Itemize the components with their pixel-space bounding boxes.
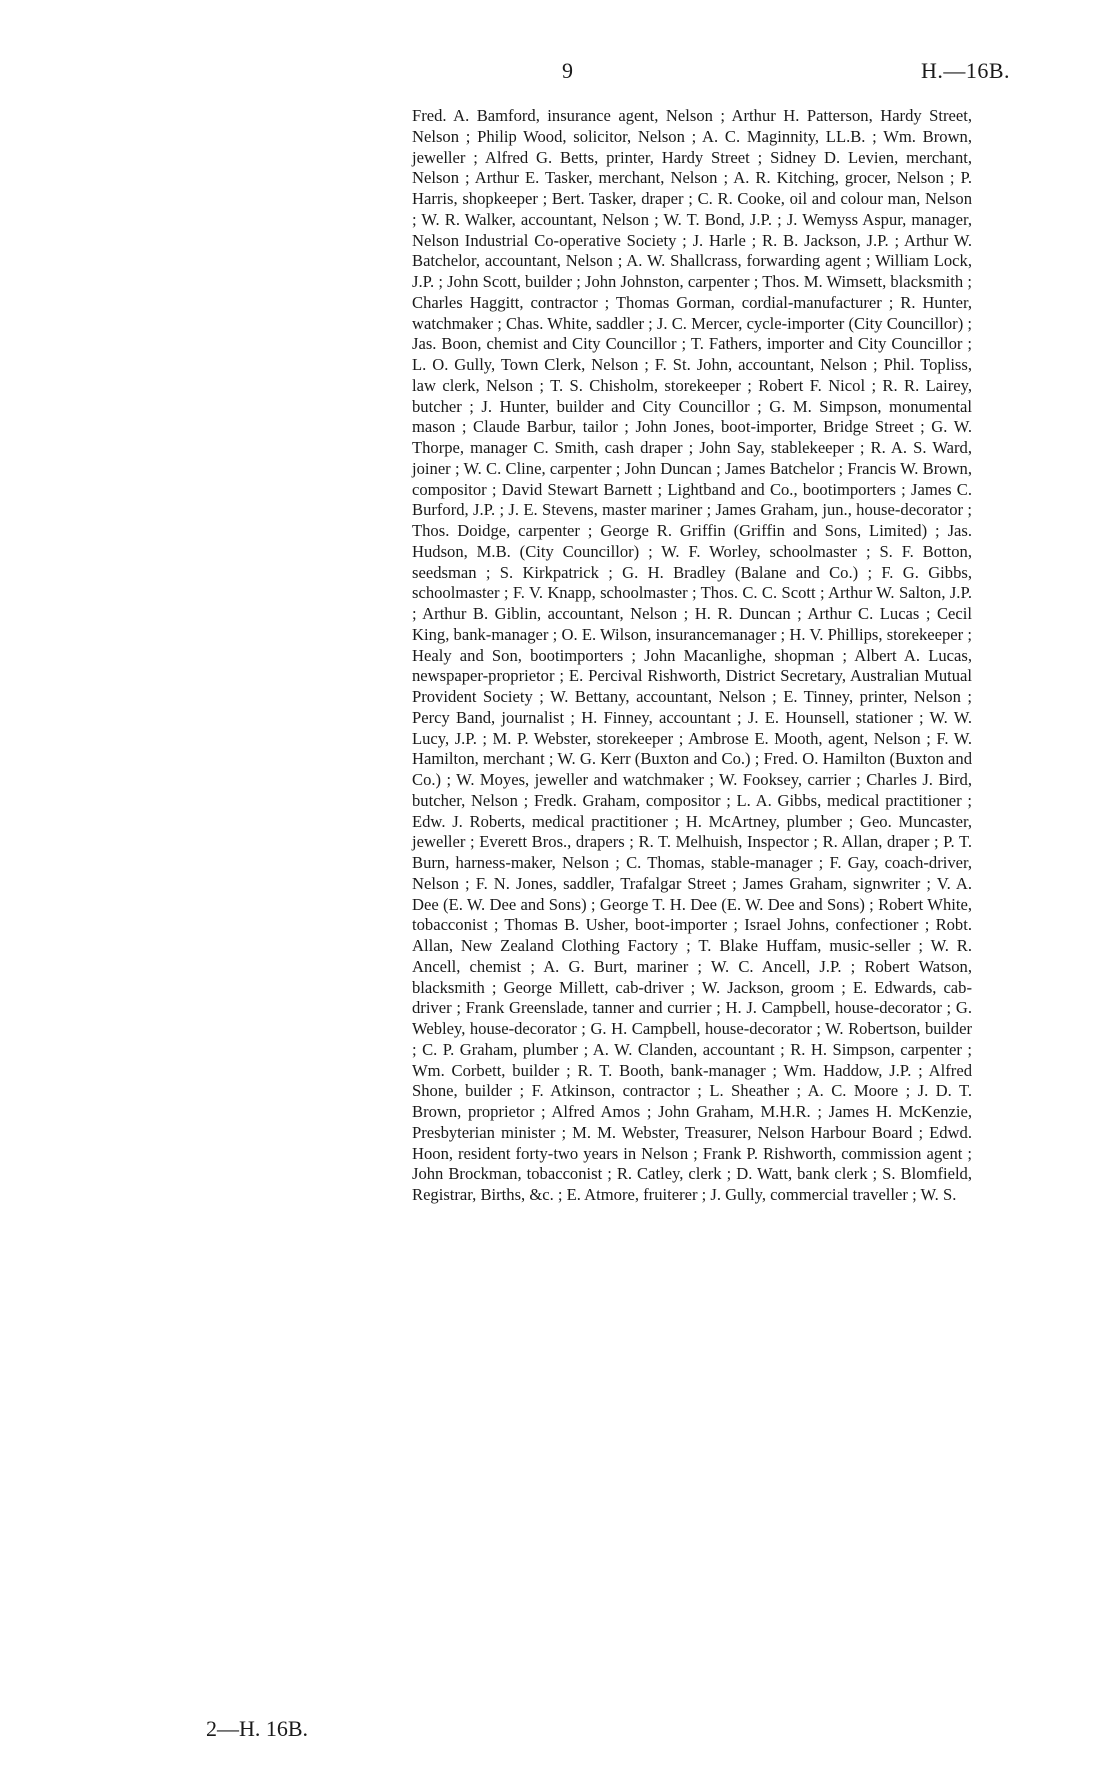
body-paragraph: Fred. A. Bamford, insurance agent, Nelson ; Arthur H. Patterson, Hardy Street, Nelson ; Philip Wood, solicitor, Nelson ; A. C. Maginnity, LL.B. ; Wm. Brown, jeweller ; Alfred G. Betts, printer, Hardy Street ; Sidney D. Levien, merchant, Nelson ; Arthur E. Tasker, merchant, Nelson ; A. R. Kitching, grocer, Nelson ; P. Harris, shopkeeper ; Bert. Tasker, draper ; C. R. Cooke, oil and colour man, Nelson ; W. R. Walker, accountant, Nelson ; W. T. Bond, J.P. ; J. Wemyss Aspur, manager, Nelson Industrial Co-operative Society ; J. Harle ; R. B. Jackson, J.P. ; Arthur W. Batchelor, accountant, Nelson ; A. W. Shallcrass, forwarding agent ; William Lock, J.P. ; John Scott, builder ; John Johnston, carpenter ; Thos. M. Wimsett, blacksmith ; Charles Haggitt, contractor ; Thomas Gorman, cordial-manufacturer ; R. Hunter, watchmaker ; Chas. White, saddler ; J. C. Mercer, cycle-importer (City Councillor) ; Jas. Boon, chemist and City Councillor ; T. Fathers, importer and City Councillor ; L. O. Gully, Town Clerk, Nelson ; F. St. John, accountant, Nelson ; Phil. Topliss, law clerk, Nelson ; T. S. Chisholm, storekeeper ; Robert F. Nicol ; R. R. Lairey, butcher ; J. Hunter, builder and City Councillor ; G. M. Simpson, monumental mason ; Claude Barbur, tailor ; John Jones, boot-importer, Bridge Street ; G. W. Thorpe, manager C. Smith, cash draper ; John Say, stablekeeper ; R. A. S. Ward, joiner ; W. C. Cline, carpenter ; John Duncan ; James Batchelor ; Francis W. Brown, compositor ; David Stewart Barnett ; Lightband and Co., bootimporters ; James C. Burford, J.P. ; J. E. Stevens, master mariner ; James Graham, jun., house-decorator ; Thos. Doidge, carpenter ; George R. Griffin (Griffin and Sons, Limited) ; Jas. Hudson, M.B. (City Councillor) ; W. F. Worley, schoolmaster ; S. F. Botton, seedsman ; S. Kirkpatrick ; G. H. Bradley (Balane and Co.) ; F. G. Gibbs, schoolmaster ; F. V. Knapp, schoolmaster ; Thos. C. C. Scott ; Arthur W. Salton, J.P. ; Arthur B. Giblin, accountant, Nelson ; H. R. Duncan ; Arthur C. Lucas ; Cecil King, bank-manager ; O. E. Wilson, insurancemanager ; H. V. Phillips, storekeeper ; Healy and Son, bootimporters ; John Macanlighe, shopman ; Albert A. Lucas, newspaper-proprietor ; E. Percival Rishworth, District Secretary, Australian Mutual Provident Society ; W. Bettany, accountant, Nelson ; E. Tinney, printer, Nelson ; Percy Band, journalist ; H. Finney, accountant ; J. E. Hounsell, stationer ; W. W. Lucy, J.P. ; M. P. Webster, storekeeper ; Ambrose E. Mooth, agent, Nelson ; F. W. Hamilton, merchant ; W. G. Kerr (Buxton and Co.) ; Fred. O. Hamilton (Buxton and Co.) ; W. Moyes, jeweller and watchmaker ; W. Fooksey, carrier ; Charles J. Bird, butcher, Nelson ; Fredk. Graham, compositor ; L. A. Gibbs, medical practitioner ; Edw. J. Roberts, medical practitioner ; H. McArtney, plumber ; Geo. Muncaster, jeweller ; Everett Bros., drapers ; R. T. Melhuish, Inspector ; R. Allan, draper ; P. T. Burn, harness-maker, Nelson ; C. Thomas, stable-manager ; F. Gay, coach-driver, Nelson ; F. N. Jones, saddler, Trafalgar Street ; James Graham, signwriter ; V. A. Dee (E. W. Dee and Sons) ; George T. H. Dee (E. W. Dee and Sons) ; Robert White, tobacconist ; Thomas B. Usher, boot-importer ; Israel Johns, confectioner ; Robt. Allan, New Zealand Clothing Factory ; T. Blake Huffam, music-seller ; W. R. Ancell, chemist ; A. G. Burt, mariner ; W. C. Ancell, J.P. ; Robert Watson, blacksmith ; George Millett, cab-driver ; W. Jackson, groom ; E. Edwards, cab-driver ; Frank Greenslade, tanner and currier ; H. J. Campbell, house-decorator ; G. Webley, house-decorator ; G. H. Campbell, house-decorator ; W. Robertson, builder ; C. P. Graham, plumber ; A. W. Clanden, accountant ; R. H. Simpson, carpenter ; Wm. Corbett, builder ; R. T. Booth, bank-manager ; Wm. Haddow, J.P. ; Alfred Shone, builder ; F. Atkinson, contractor ; L. Sheather ; A. C. Moore ; J. D. T. Brown, proprietor ; Alfred Amos ; John Graham, M.H.R. ; James H. McKenzie, Presbyterian minister ; M. M. Webster, Treasurer, Nelson Harbour Board ; Edwd. Hoon, resident forty-two years in Nelson ; Frank P. Rishworth, commission agent ; John Brockman, tobacconist ; R. Catley, clerk ; D. Watt, bank clerk ; S. Blomfield, Registrar, Births, &c. ; E. Atmore, fruiterer ; J. Gully, commercial traveller ; W. S. [412, 106, 972, 1204]
page-number: 9 [562, 58, 573, 83]
signature-mark: 2—H. 16B. [206, 1716, 309, 1741]
document-reference: H.—16B. [920, 58, 1010, 83]
